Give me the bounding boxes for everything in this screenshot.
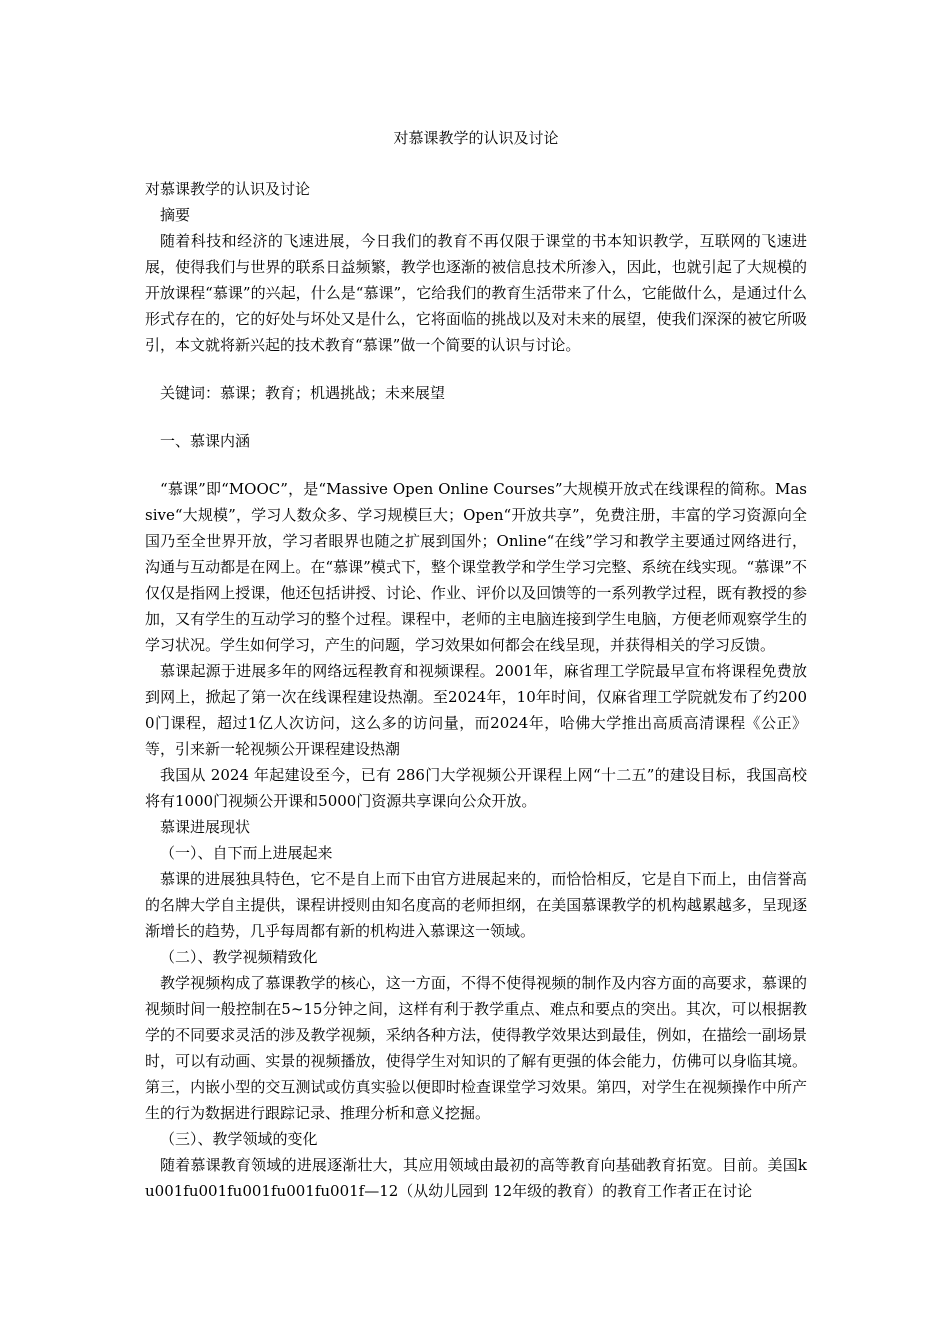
subsection1-text: 慕课的进展独具特色，它不是自上而下由官方进展起来的，而恰恰相反，它是自下而上，由信誉高的名牌大学自主提供，课程讲授则由知名度高的老师担纲，在美国慕课教学的机构越累越多，呈现逐渐增长的趋势，几乎每周都有新的机构进入慕课这一领域。: [145, 870, 807, 940]
section1-heading: 一、慕课内涵: [160, 432, 251, 450]
subsection3-heading: （三）、教学领域的变化: [160, 1130, 318, 1148]
section1-paragraph-2: 慕课起源于进展多年的网络远程教育和视频课程。2001年，麻省理工学院最早宣布将课程免费放到网上，掀起了第一次在线课程建设热潮。至2024年，10年时间，仅麻省理工学院就发布了约2000门课程，超过1亿人次访问，这么多的访问量，而2024年，哈佛大学推出高质高清课程《公正》等，引来新一轮视频公开课程建设热潮: [145, 662, 807, 758]
section1-paragraph-3: 我国从 2024 年起建设至今，已有 286门大学视频公开课程上网“十二五”的建设目标，我国高校将有1000门视频公开课和5000门资源共享课向公众开放。: [145, 766, 807, 810]
section1-paragraph-1: “慕课”即“MOOC”，是“Massive Open Online Courses”大规模开放式在线课程的简称。Massive“大规模”，学习人数众多、学习规模巨大；Open“开放共享”，免费注册，丰富的学习资源向全国乃至全世界开放，学习者眼界也随之扩展到国外；Online“在线”学习和教学主要通过网络进行，沟通与互动都是在网上。在“慕课”模式下，整个课堂教学和学生学习完整、系统在线实现。“慕课”不仅仅是指网上授课，他还包括讲授、讨论、作业、评价以及回馈等的一系列教学过程，既有教授的参加，又有学生的互动学习的整个过程。课程中，老师的主电脑连接到学生电脑，方便老师观察学生的学习状况。学生如何学习，产生的问题，学习效果如何都会在线呈现，并获得相关的学习反馈。: [145, 480, 807, 654]
subsection1-heading: （一）、自下而上进展起来: [160, 844, 333, 862]
keywords: 关键词：慕课；教育；机遇挑战；未来展望: [160, 384, 446, 402]
document-subtitle: 对慕课教学的认识及讨论: [145, 180, 311, 198]
abstract-heading: 摘要: [160, 206, 191, 224]
abstract-text: 随着科技和经济的飞速进展，今日我们的教育不再仅限于课堂的书本知识教学，互联网的飞速进展，使得我们与世界的联系日益频繁，教学也逐渐的被信息技术所渗入，因此，也就引起了大规模的开放课程“慕课”的兴起，什么是“慕课”，它给我们的教育生活带来了什么，它能做什么，是通过什么形式存在的，它的好处与坏处又是什么，它将面临的挑战以及对未来的展望，使我们深深的被它所吸引，本文就将新兴起的技术教育“慕课”做一个简要的认识与讨论。: [145, 232, 807, 354]
subsection2-heading: （二）、教学视频精致化: [160, 948, 318, 966]
document-page: [145, 118, 807, 1204]
subsection3-text: 随着慕课教育领域的进展逐渐壮大，其应用领域由最初的高等教育向基础教育拓宽。目前。美国ku001fu001fu001fu001fu001f—12（从幼儿园到 12年级的教育）的教育工作者正在讨论: [145, 1156, 807, 1200]
subsection2-text: 教学视频构成了慕课教学的核心，这一方面，不得不使得视频的制作及内容方面的高要求，慕课的视频时间一般控制在5~15分钟之间，这样有利于教学重点、难点和要点的突出。其次，可以根据教学的不同要求灵活的涉及教学视频，采纳各种方法，使得教学效果达到最佳，例如，在描绘一副场景时，可以有动画、实景的视频播放，使得学生对知识的了解有更强的体会能力，仿佛可以身临其境。第三，内嵌小型的交互测试或仿真实验以便即时检查课堂学习效果。第四，对学生在视频操作中所产生的行为数据进行跟踪记录、推理分析和意义挖掘。: [145, 974, 807, 1122]
document-title: 对慕课教学的认识及讨论: [393, 129, 559, 147]
section2-heading: 慕课进展现状: [160, 818, 251, 836]
